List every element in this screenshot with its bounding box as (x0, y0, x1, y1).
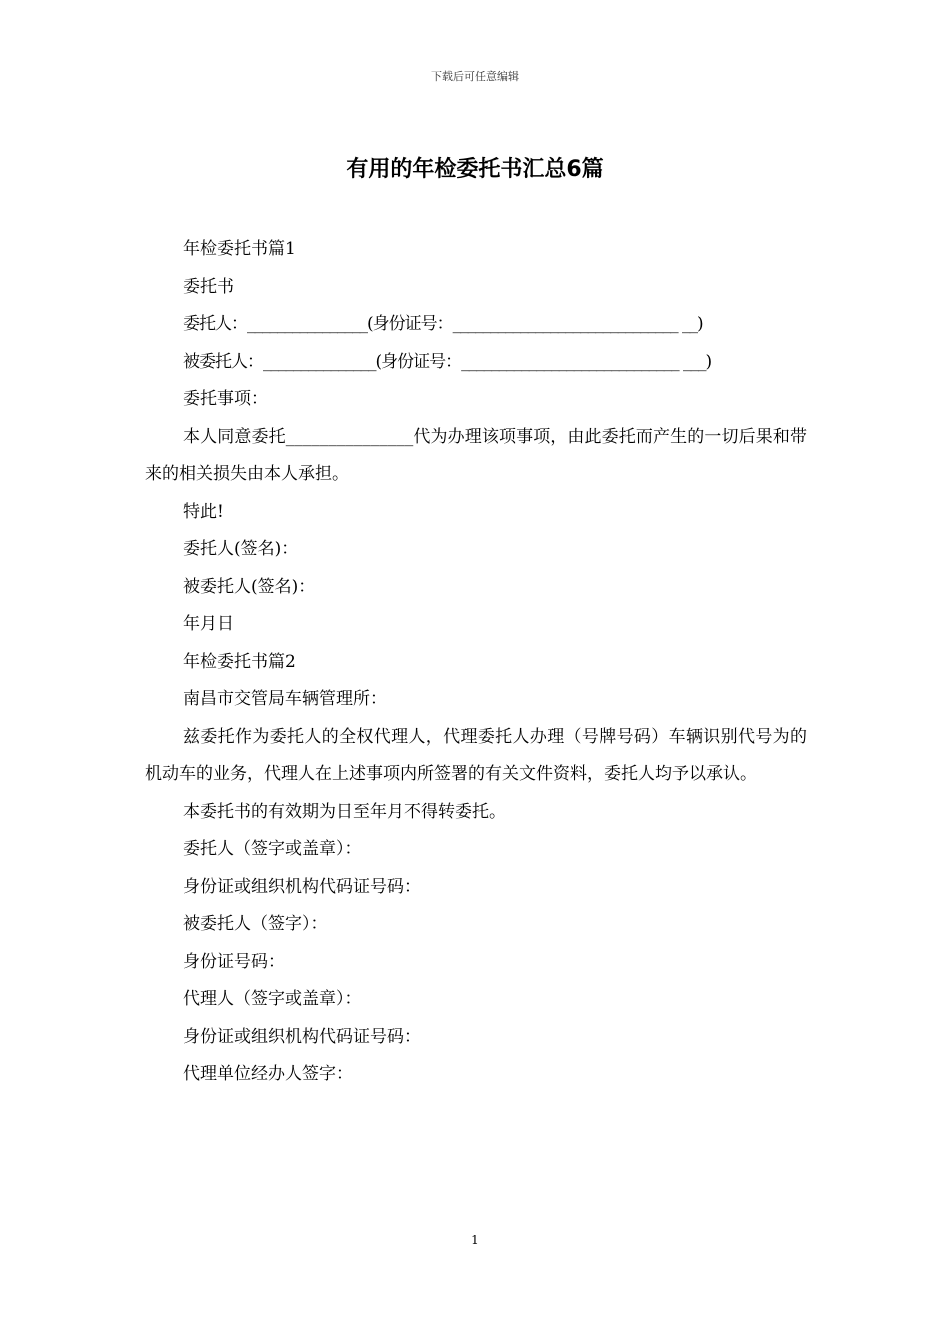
paragraph: 代理单位经办人签字： (183, 1064, 353, 1084)
section-heading-2: 年检委托书篇2 (183, 651, 296, 672)
section-heading-1: 年检委托书篇1 (183, 239, 296, 259)
paragraph: 身份证或组织机构代码证号码： (183, 1026, 421, 1047)
paragraph: 委托人(签名)： (183, 539, 299, 559)
paragraph: 被委托人(签名)： (183, 576, 316, 597)
paragraph: 代理人（签字或盖章）： (183, 989, 362, 1009)
document-title: 有用的年检委托书汇总6篇 (346, 157, 604, 182)
paragraph: 南昌市交管局车辆管理所： (183, 689, 387, 709)
paragraph-agent-line: 被委托人：_______________(身份证号：_____________________________ ___) (183, 351, 712, 372)
paragraph: 本委托书的有效期为日至年月不得转委托。 (183, 801, 506, 822)
paragraph-principal-line: 委托人：________________(身份证号：______________________________ __) (183, 314, 703, 334)
paragraph: 年月日 (183, 614, 234, 634)
paragraph: 委托人（签字或盖章）： (183, 839, 362, 859)
page-header: 下载后可任意编辑 (431, 70, 519, 83)
paragraph: 委托事项： (183, 389, 268, 409)
document-body (145, 231, 807, 1094)
page-number: 1 (471, 1233, 479, 1247)
paragraph: 本人同意委托_______________代为办理该项事项，由此委托而产生的一切后果和带来的相关损失由本人承担。 (145, 426, 807, 484)
paragraph: 特此! (183, 501, 224, 522)
paragraph: 被委托人（签字）： (183, 914, 328, 934)
paragraph: 委托书 (183, 276, 234, 297)
paragraph: 身份证号码： (183, 951, 285, 972)
paragraph: 兹委托作为委托人的全权代理人，代理委托人办理（号牌号码）车辆识别代号为的机动车的业务，代理人在上述事项内所签署的有关文件资料，委托人均予以承认。 (145, 726, 807, 784)
paragraph: 身份证或组织机构代码证号码： (183, 876, 421, 897)
